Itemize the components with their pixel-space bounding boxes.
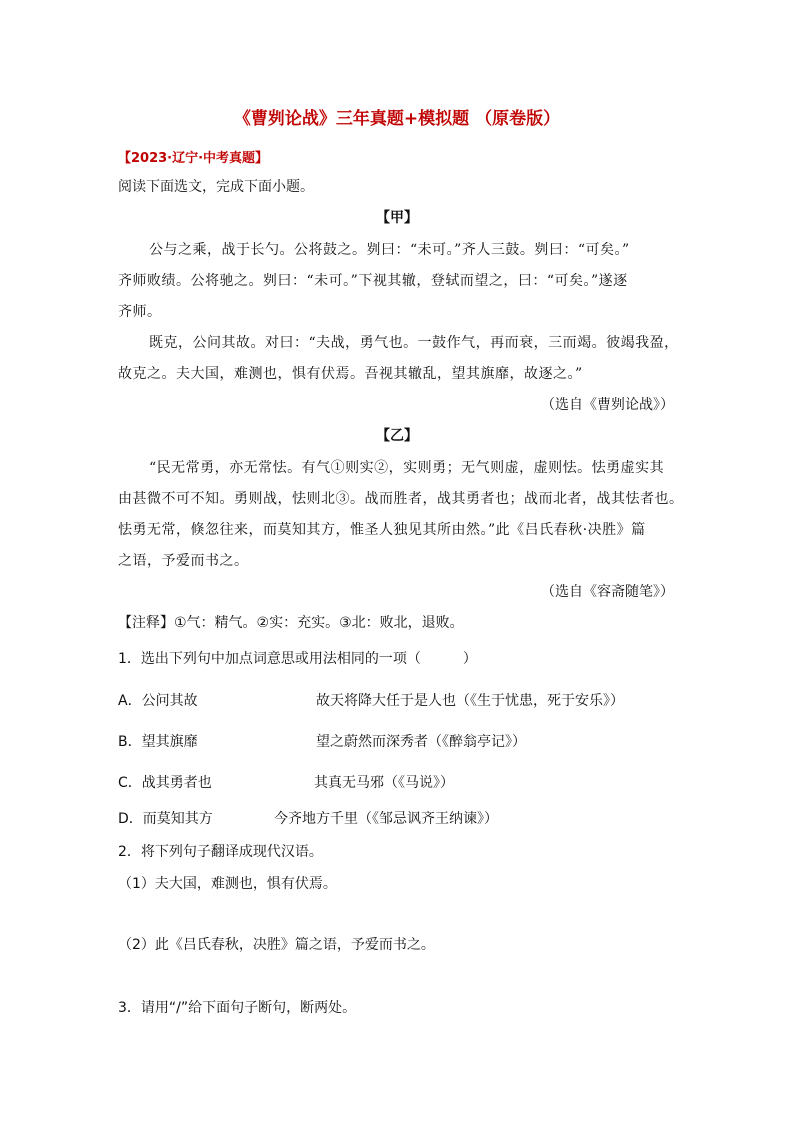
q1-option-a-compare: 故天将降大任于是人也（《生于忧患，死于安乐》） <box>316 693 624 709</box>
passage-a-line: 齐师。 <box>118 304 162 320</box>
question-3-stem: 3．请用“/”给下面句子断句，断两处。 <box>118 1000 357 1016</box>
question-2-item: （1）夫大国，难测也，惧有伏焉。 <box>118 876 337 892</box>
passage-b-source: （选自《容斋随笔》） <box>541 584 674 600</box>
passage-b-line: 之语，予爱而书之。 <box>118 553 249 569</box>
exam-source-tag: 【2023·辽宁·中考真题】 <box>118 151 269 166</box>
question-2-stem: 2．将下列句子翻译成现代汉语。 <box>118 844 323 860</box>
q1-option-d-label: D．而莫知其方 <box>118 811 213 827</box>
q1-option-b-compare: 望之蔚然而深秀者（《醉翁亭记》） <box>316 734 526 750</box>
q1-option-d-compare: 今齐地方千里（《邹忌讽齐王纳谏》） <box>274 811 498 827</box>
passage-a-source: （选自《曹刿论战》） <box>541 397 674 413</box>
passage-a-line: 公与之乘，战于长勺。公将鼓之。刿曰：“未可。”齐人三鼓。刿曰：“可矣。” <box>149 242 630 258</box>
page-title: 《曹刿论战》三年真题+模拟题 （原卷版） <box>233 109 561 129</box>
passage-a-line: 既克，公问其故。对曰：“夫战，勇气也。一鼓作气，再而衰，三而竭。彼竭我盈， <box>149 335 679 351</box>
passage-b-heading: 【乙】 <box>376 428 418 444</box>
notes-text: 【注释】①气：精气。②实：充实。③北：败北，退败。 <box>118 615 464 631</box>
question-1-stem: 1．选出下列句中加点词意思或用法相同的一项（ ） <box>118 651 477 667</box>
q1-option-a-label: A．公问其故 <box>118 693 198 709</box>
intro-text: 阅读下面选文，完成下面小题。 <box>118 179 314 195</box>
passage-a-heading: 【甲】 <box>376 210 418 226</box>
q1-option-c-compare: 其真无马邪（《马说》） <box>314 775 454 791</box>
question-2-item: （2）此《吕氏春秋，决胜》篇之语，予爱而书之。 <box>118 937 435 953</box>
passage-a-line: 故克之。夫大国，难测也，惧有伏焉。吾视其辙乱，望其旗靡，故逐之。” <box>118 366 583 382</box>
q1-option-c-label: C．战其勇者也 <box>118 775 212 791</box>
q1-option-b-label: B．望其旗靡 <box>118 734 198 750</box>
passage-b-line: “民无常勇，亦无常怯。有气①则实②，实则勇；无气则虚，虚则怯。怯勇虚实其 <box>149 460 665 476</box>
passage-b-line: 怯勇无常，倏忽往来，而莫知其方，惟圣人独见其所由然。”此《吕氏春秋·决胜》篇 <box>118 522 646 538</box>
passage-b-line: 由甚微不可不知。勇则战，怯则北③。战而胜者，战其勇者也；战而北者，战其怯者也。 <box>118 491 684 507</box>
passage-a-line: 齐师败绩。公将驰之。刿曰：“未可。”下视其辙，登轼而望之，曰：“可矣。”遂逐 <box>118 273 628 289</box>
